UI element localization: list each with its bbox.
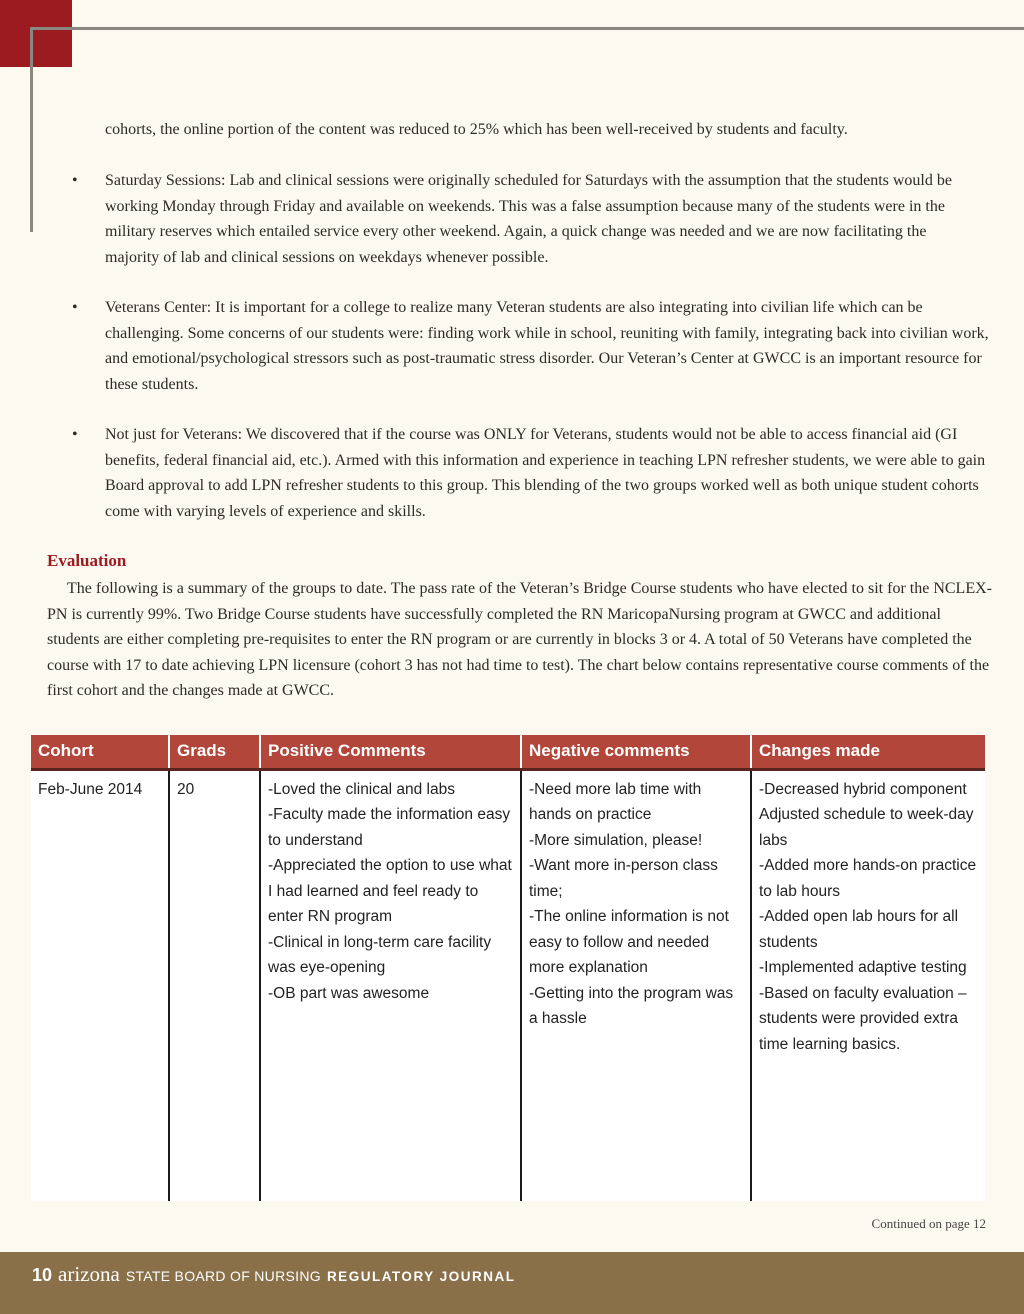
bullet-marker: • (72, 299, 78, 316)
negative-comment: -The online information is not easy to follow and needed more explanation (529, 908, 734, 976)
table-header-row (31, 735, 985, 769)
header-grads: Grads (169, 735, 260, 769)
positive-comment: -Loved the clinical and labs (268, 780, 455, 798)
change-item: -Based on faculty evaluation – students were provided extra time learning basics. (759, 984, 971, 1053)
corner-accent-block (0, 0, 72, 67)
bullet-not-just-veterans: Not just for Veterans: We discovered that if the course was ONLY for Veterans, students would not be able to access financial aid (GI benefits, federal financial aid, etc.). Armed with this information and experience in teaching LPN refresher students, we were able to gain Board approval to add LPN refresher students to this group. This blending of the two groups worked well as both unique student cohorts come with varying levels of experience and skills. (105, 426, 986, 520)
footer-brand: arizona (58, 1262, 120, 1286)
positive-comment: -OB part was awesome (268, 984, 430, 1002)
negative-comment: -More simulation, please! (529, 831, 703, 849)
positive-comment: -Faculty made the information easy to understand (268, 806, 515, 849)
negative-comment: -Want more in-person class time; (529, 857, 723, 900)
frame-rule-left (30, 27, 33, 232)
header-negative-comments: Negative comments (521, 735, 751, 769)
table-row (31, 769, 985, 1201)
page-number: 10 (32, 1265, 53, 1285)
evaluation-heading: Evaluation (47, 551, 127, 570)
bullet-marker: • (72, 172, 78, 189)
bullet-marker: • (72, 426, 78, 443)
change-item: -Decreased hybrid component Adjusted schedule to week-day labs (759, 780, 978, 849)
bullet-veterans-center: Veterans Center: It is important for a college to realize many Veteran students are also integrating into civilian life which can be challenging. Some concerns of our students were: finding work while in school, reuniting with family, integrating back into civilian work, and emotional/psychological stressors such as post-traumatic stress disorder. Our Veteran’s Center at GWCC is an important resource for these students. (105, 299, 989, 393)
header-cohort: Cohort (31, 735, 169, 769)
negative-comment: -Getting into the program was a hassle (529, 984, 738, 1027)
header-positive-comments: Positive Comments (260, 735, 521, 769)
change-item: -Added more hands-on practice to lab hours (759, 857, 981, 900)
cell-negative-comments (521, 769, 751, 1201)
continued-note: Continued on page 12 (871, 1216, 986, 1231)
evaluation-paragraph: The following is a summary of the groups to date. The pass rate of the Veteran’s Bridge Course students who have elected to sit for the NCLEX-PN is currently 99%. Two Bridge Course students have successfully completed the RN MaricopaNursing program at GWCC and additional students are either completing pre-requisites to enter the RN program or are currently in blocks 3 or 4. A total of 50 Veterans have completed the course with 17 to date achieving LPN licensure (cohort 3 has not had time to test). The chart below contains representative course comments of the first cohort and the changes made at GWCC. (47, 580, 992, 699)
footer-board-name: STATE BOARD OF NURSING (125, 1268, 321, 1284)
cell-cohort: Feb-June 2014 (31, 769, 169, 1201)
header-changes-made: Changes made (751, 735, 985, 769)
change-item: -Implemented adaptive testing (759, 959, 967, 976)
negative-comment: -Need more lab time with hands on practice (529, 780, 706, 823)
cell-changes-made (751, 769, 985, 1201)
footer-journal-name: REGULATORY JOURNAL (326, 1269, 516, 1284)
positive-comment: -Clinical in long-term care facility was eye-opening (268, 933, 496, 976)
cell-positive-comments (260, 769, 521, 1201)
cohort-comments-table (31, 735, 985, 1201)
continuation-paragraph: cohorts, the online portion of the content was reduced to 25% which has been well-received by students and faculty. (105, 121, 848, 138)
cell-grads: 20 (169, 769, 260, 1201)
positive-comment: -Appreciated the option to use what I had learned and feel ready to enter RN program (268, 857, 517, 925)
change-item: -Added open lab hours for all students (759, 908, 963, 951)
frame-rule-top (30, 27, 1024, 30)
bullet-saturday-sessions: Saturday Sessions: Lab and clinical sessions were originally scheduled for Saturdays with the assumption that the students would be working Monday through Friday and available on weekends. This was a false assumption because many of the students were in the military reserves which entailed service every other weekend. Again, a quick change was needed and we are now facilitating the majority of lab and clinical sessions on weekdays whenever possible. (105, 172, 952, 266)
footer (32, 1262, 515, 1287)
